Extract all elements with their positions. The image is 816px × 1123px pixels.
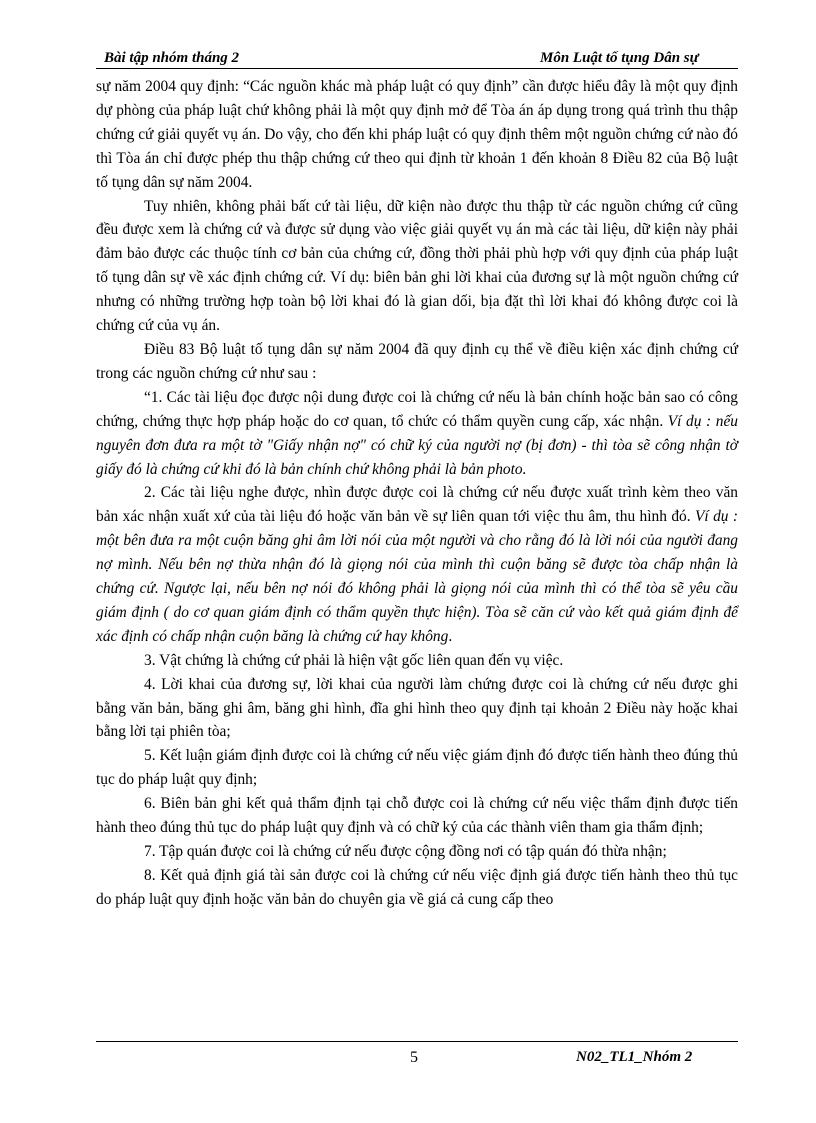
paragraph-text: sự năm 2004 quy định: “Các nguồn khác mà pháp luật có quy định” cần được hiểu đây là một quy định dự phòng của pháp luật chứ không phải là một quy định mở để Tòa án áp dụng trong quá trình thu thập chứng cứ giải quyết vụ án. Do vậy, cho đến khi pháp luật có quy định thêm một nguồn chứng cứ nào đó thì Tòa án chỉ được phép thu thập chứng cứ theo qui định từ khoản 1 đến khoản 8 Điều 82 của Bộ luật tố tụng dân sự năm 2004. bbox=[96, 78, 738, 191]
paragraph bbox=[96, 195, 738, 338]
paragraph-text: 6. Biên bản ghi kết quả thẩm định tại chỗ được coi là chứng cứ nếu việc thẩm định được tiến hành theo đúng thủ tục do pháp luật quy định và có chữ ký của các thành viên tham gia thẩm định; bbox=[96, 795, 738, 837]
example-text: Ví dụ : một bên đưa ra một cuộn băng ghi âm lời nói của một người và cho rằng đó là lời nói của người đang nợ mình. Nếu bên nợ thừa nhận đó là giọng nói của mình thì cuộn băng sẽ được tòa chấp nhận là chứng cứ. Ngược lại, nếu bên nợ nói đó không phải là giọng nói của mình thì có thể tòa sẽ yêu cầu giám định ( do cơ quan giám định có thẩm quyền thực hiện). Tòa sẽ căn cứ vào kết quả giám định để xác định có chấp nhận cuộn băng là chứng cứ hay không bbox=[96, 508, 739, 645]
paragraph-text: Tuy nhiên, không phải bất cứ tài liệu, dữ kiện nào được thu thập từ các nguồn chứng cứ cũng đều được xem là chứng cứ và được sử dụng vào việc giải quyết vụ án mà các tài liệu, dữ kiện này phải đảm bảo được các thuộc tính cơ bản của chứng cứ, đồng thời phải phù hợp với quy định của pháp luật tố tụng dân sự về xác định chứng cứ. Ví dụ: biên bản ghi lời khai của đương sự là một nguồn chứng cứ nhưng có những trường hợp toàn bộ lời khai đó là gian dối, bịa đặt thì lời khai đó không được coi là chứng cứ của vụ án. bbox=[96, 197, 738, 335]
paragraph bbox=[96, 840, 738, 864]
paragraph-text: 7. Tập quán được coi là chứng cứ nếu được cộng đồng nơi có tập quán đó thừa nhận; bbox=[144, 843, 667, 860]
paragraph bbox=[96, 864, 738, 912]
paragraph-text: 2. Các tài liệu nghe được, nhìn được được coi là chứng cứ nếu được xuất trình kèm theo văn bản xác nhận xuất xứ của tài liệu đó hoặc văn bản về sự liên quan tới việc thu âm, thu hình đó. bbox=[96, 484, 738, 526]
page-number: 5 bbox=[410, 1049, 418, 1066]
paragraph-text: 8. Kết quả định giá tài sản được coi là chứng cứ nếu việc định giá được tiến hành theo thủ tục do pháp luật quy định hoặc văn bản do chuyên gia về giá cả cung cấp theo bbox=[96, 866, 738, 908]
paragraph-text: 3. Vật chứng là chứng cứ phải là hiện vật gốc liên quan đến vụ việc. bbox=[144, 651, 564, 669]
paragraph bbox=[96, 338, 738, 386]
paragraph bbox=[96, 649, 738, 673]
paragraph bbox=[96, 481, 738, 648]
header-right: Môn Luật tố tụng Dân sự bbox=[540, 50, 699, 66]
document-body bbox=[96, 75, 738, 912]
paragraph bbox=[96, 673, 738, 745]
paragraph bbox=[96, 75, 738, 195]
paragraph-text: Điều 83 Bộ luật tố tụng dân sự năm 2004 đã quy định cụ thể về điều kiện xác định chứng cứ trong các nguồn chứng cứ như sau : bbox=[96, 340, 738, 382]
paragraph bbox=[96, 386, 738, 482]
paragraph bbox=[96, 792, 738, 840]
paragraph bbox=[96, 744, 738, 792]
paragraph-text: 5. Kết luận giám định được coi là chứng cứ nếu việc giám định đó được tiến hành theo đúng thủ tục do pháp luật quy định; bbox=[96, 747, 738, 789]
header-divider bbox=[96, 68, 738, 69]
paragraph-text: 4. Lời khai của đương sự, lời khai của người làm chứng được coi là chứng cứ nếu được ghi bằng văn bản, băng ghi âm, băng ghi hình, đĩa ghi hình theo quy định tại khoản 2 Điều này hoặc khai bằng lời tại phiên tòa; bbox=[96, 675, 738, 741]
footer-divider bbox=[96, 1041, 738, 1042]
example-text: Ví dụ : nếu nguyên đơn đưa ra một tờ "Giấy nhận nợ" có chữ ký của người nợ (bị đơn) - thì tòa sẽ công nhận tờ giấy đó là chứng cứ khi đó là bản chính chứ không phải là bản photo. bbox=[96, 412, 738, 478]
paragraph-text: “1. Các tài liệu đọc được nội dung được coi là chứng cứ nếu là bản chính hoặc bản sao có công chứng, chứng thực hợp pháp hoặc do cơ quan, tổ chức có thẩm quyền cung cấp, xác nhận. bbox=[96, 388, 738, 430]
header-left: Bài tập nhóm tháng 2 bbox=[104, 50, 240, 66]
paragraph-text: . bbox=[448, 627, 453, 645]
footer-right: N02_TL1_Nhóm 2 bbox=[576, 1049, 693, 1065]
